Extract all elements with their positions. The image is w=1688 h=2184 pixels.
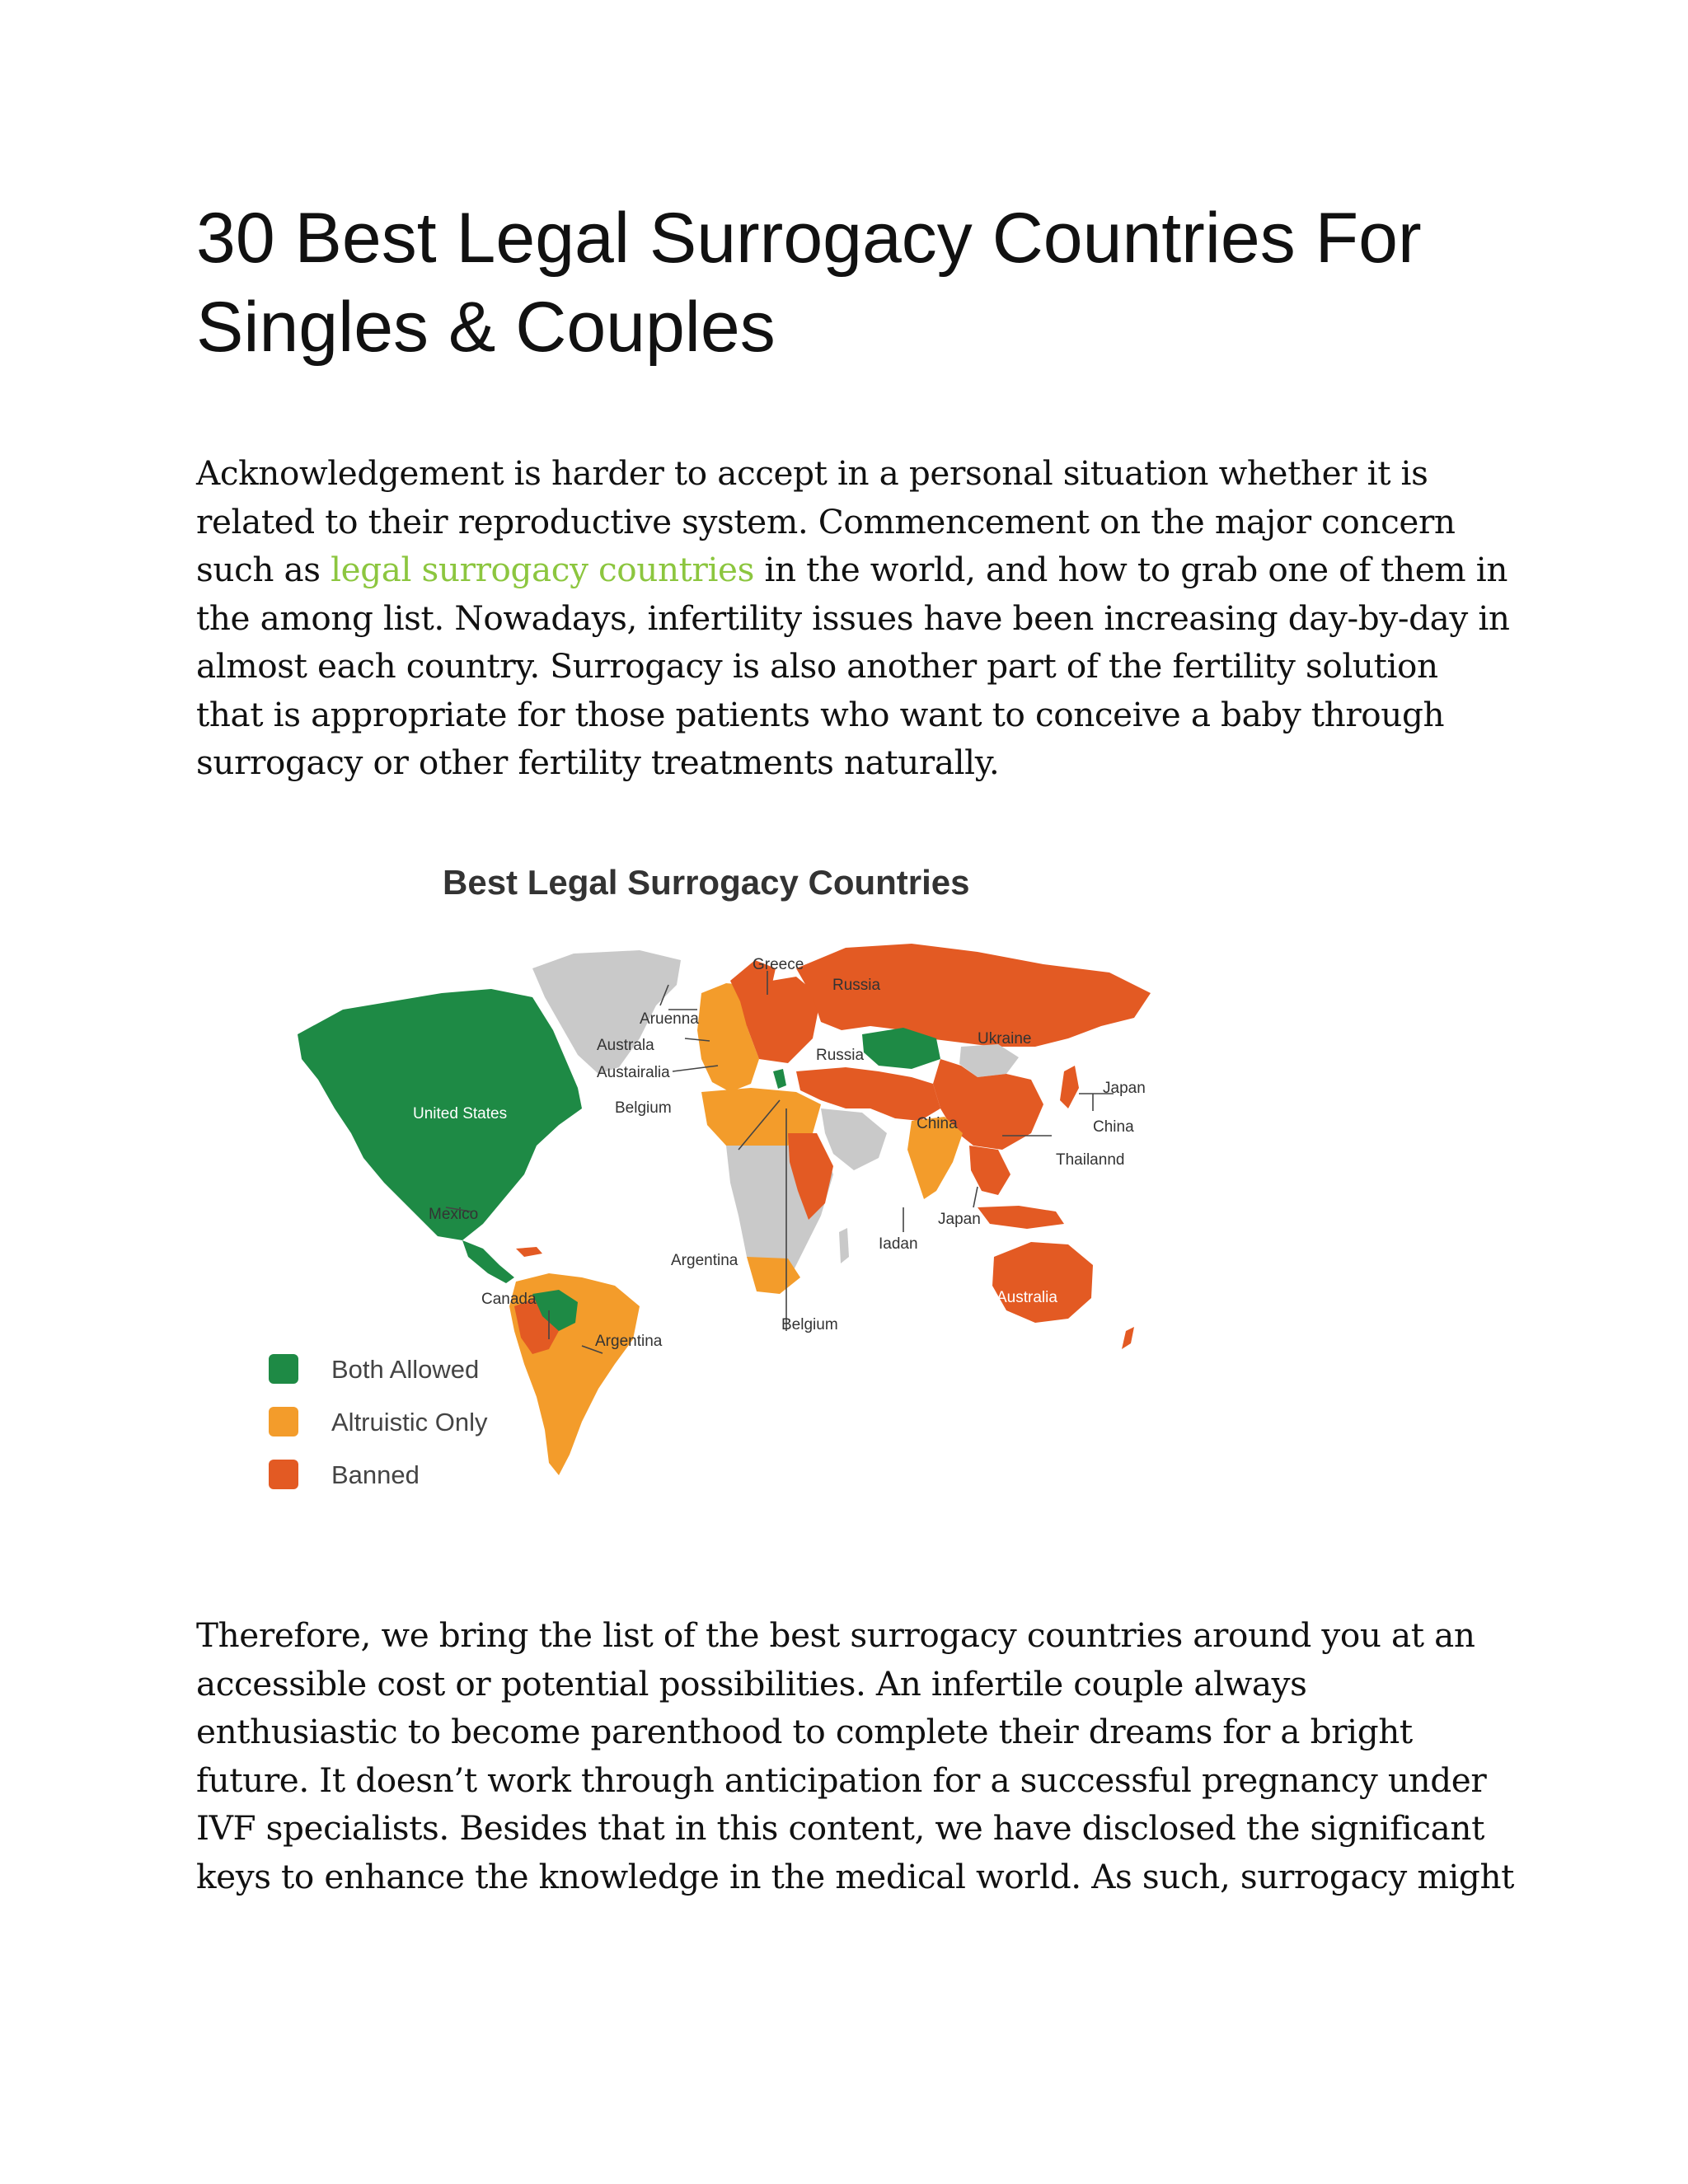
- map-label-thailannd: Thailannd: [1056, 1151, 1125, 1169]
- madagascar-shape: [839, 1228, 849, 1263]
- new-zealand-shape: [1122, 1327, 1134, 1349]
- legend-swatch-both-allowed: [269, 1354, 298, 1384]
- legend-label-both-allowed: Both Allowed: [331, 1355, 480, 1384]
- paragraph-line: IVF specialists. Besides that in this content, we have disclosed the significant: [196, 1808, 1484, 1848]
- map-label-belgium-left: Belgium: [615, 1099, 672, 1117]
- paragraph-line: future. It doesn’t work through anticipation for a successful pregnancy under: [196, 1760, 1487, 1800]
- paragraph-line: that is appropriate for those patients who want to conceive a baby through: [196, 694, 1445, 734]
- map-label-argentina-low: Argentina: [595, 1333, 663, 1350]
- paragraph-line: almost each country. Surrogacy is also another part of the fertility solution: [196, 646, 1438, 686]
- map-label-russia-top: Russia: [832, 977, 881, 994]
- map-label-china-right: China: [1093, 1118, 1134, 1136]
- map-label-japan-low: Japan: [938, 1211, 981, 1228]
- map-label-australia: Australia: [996, 1289, 1057, 1306]
- map-label-austairalia: Austairalia: [597, 1064, 670, 1081]
- map-label-japan-right: Japan: [1103, 1080, 1146, 1097]
- world-map-svg: [252, 861, 1184, 1521]
- paragraph-line: the among list. Nowadays, infertility issues have been increasing day-by-day in: [196, 598, 1510, 638]
- map-title: Best Legal Surrogacy Countries: [443, 863, 970, 902]
- map-label-russia-mid: Russia: [816, 1047, 865, 1064]
- japan-shape: [1060, 1066, 1079, 1108]
- map-label-greece: Greece: [753, 956, 804, 973]
- map-label-australa: Australa: [597, 1037, 654, 1054]
- legend-label-altruistic-only: Altruistic Only: [331, 1408, 488, 1436]
- body-paragraph: [196, 1611, 1515, 1900]
- map-label-united-states: United States: [413, 1105, 508, 1122]
- greece-shape: [773, 1069, 786, 1089]
- map-label-mexico: Mexico: [429, 1206, 479, 1223]
- caribbean-shape: [516, 1247, 542, 1257]
- paragraph-line: surrogacy or other fertility treatments naturally.: [196, 743, 1000, 782]
- map-label-aruenna: Aruenna: [640, 1010, 699, 1028]
- map-legend: [269, 1354, 488, 1489]
- russia-shape: [796, 944, 1151, 1047]
- title-line: 30 Best Legal Surrogacy Countries For: [196, 199, 1422, 278]
- surrogacy-world-map-figure: [252, 861, 1184, 1521]
- paragraph-line: keys to enhance the knowledge in the medical world. As such, surrogacy might: [196, 1856, 1515, 1896]
- central-america-shape: [462, 1240, 514, 1283]
- intro-paragraph: [196, 449, 1515, 787]
- paragraph-line: related to their reproductive system. Commencement on the major concern: [196, 501, 1456, 541]
- paragraph-line: Acknowledgement is harder to accept in a personal situation whether it is: [196, 453, 1428, 493]
- map-label-brazil: Brazil: [552, 1249, 592, 1266]
- article-title: [196, 194, 1531, 372]
- paragraph-line: accessible cost or potential possibilities. An infertile couple always: [196, 1663, 1307, 1704]
- title-line: Singles & Couples: [196, 288, 776, 367]
- map-label-belgium-low: Belgium: [781, 1316, 838, 1333]
- australia-shape: [992, 1242, 1093, 1323]
- paragraph-line: [196, 546, 1515, 594]
- map-label-argentina-mid: Argentina: [671, 1252, 738, 1269]
- map-label-china-mid: China: [917, 1115, 958, 1132]
- legend-swatch-altruistic-only: [269, 1407, 298, 1436]
- map-label-ladan: Iadan: [879, 1235, 918, 1253]
- legal-surrogacy-countries-link[interactable]: legal surrogacy countries: [331, 550, 754, 589]
- legend-label-banned: Banned: [331, 1460, 420, 1489]
- arabia-shape: [821, 1108, 887, 1170]
- paragraph-text: such as: [196, 550, 331, 589]
- indonesia-shape: [978, 1206, 1064, 1229]
- legend-swatch-banned: [269, 1460, 298, 1489]
- map-label-ukraine: Ukraine: [978, 1030, 1032, 1047]
- map-label-canada: Canada: [481, 1291, 537, 1308]
- southeast-asia-shape: [969, 1146, 1010, 1195]
- paragraph-line: enthusiastic to become parenthood to complete their dreams for a bright: [196, 1712, 1413, 1751]
- paragraph-line: Therefore, we bring the list of the best surrogacy countries around you at an: [196, 1615, 1475, 1655]
- paragraph-text: in the world, and how to grab one of them in: [754, 550, 1508, 589]
